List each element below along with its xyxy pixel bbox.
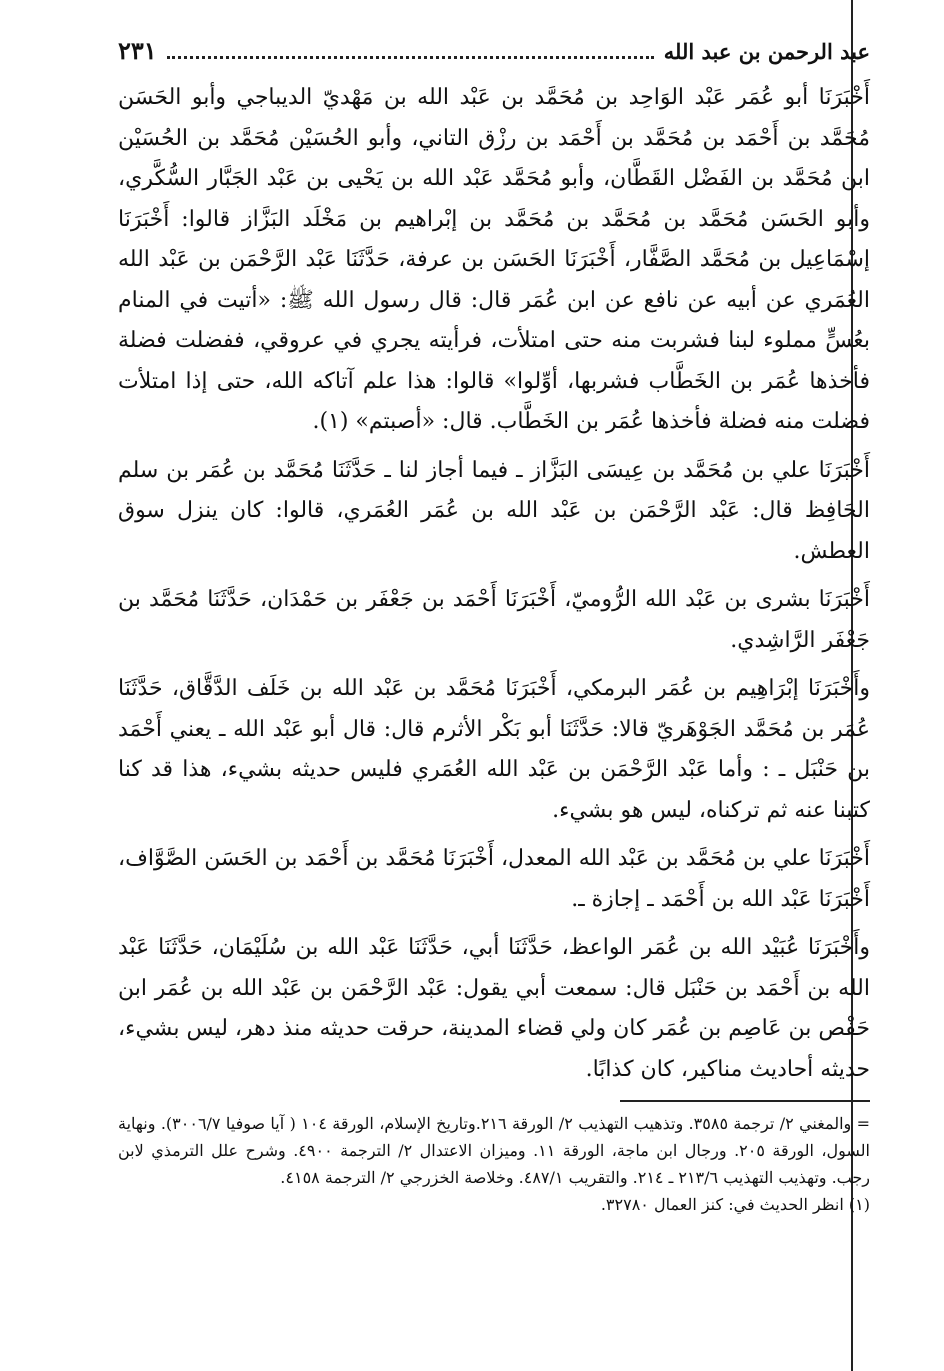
running-title: عبد الرحمن بن عبد الله bbox=[663, 39, 870, 64]
book-page bbox=[118, 34, 870, 1218]
footnote-continued: = والمغني ٢/ ترجمة ٣٥٨٥. وتذهيب التهذيب ٢/ الورقة ٢١٦.وتاريخ الإسلام، الورقة ١٠٤ ( آيا صوفيا ٣٠٠٦/٧). ونهاية السول، الورقة ٢٠٥. ورجال ابن ماجة، الورقة ١١. وميزان الاعتدال ٢/ الترجمة ٤٩٠٠. وشرح علل الترمذي لابن رجب. وتهذيب التهذيب ٢١٣/٦ ـ ٢١٤. والتقريب ٤٨٧/١. وخلاصة الخزرجي ٢/ الترجمة ٤١٥٨. bbox=[118, 1114, 871, 1187]
paragraph-5: أَخْبَرَنَا علي بن مُحَمَّد بن عَبْد الله المعدل، أَخْبَرَنَا مُحَمَّد بن أَحْمَد بن الحَسَن الصَّوَّاف، أَخْبَرَنَا عَبْد الله بن أَحْمَد ـ إجازة ـ. bbox=[118, 846, 870, 912]
footnote-1: (١) انظر الحديث في: كنز العمال ٣٢٧٨٠. bbox=[600, 1195, 870, 1214]
paragraph-1: أَخْبَرَنَا أبو عُمَر عَبْد الوَاحِد بن مُحَمَّد بن عَبْد الله بن مَهْديّ الديباجي وأبو الحَسَن مُحَمَّد بن أَحْمَد بن مُحَمَّد بن أَحْمَد بن رزْق التاني، وأبو الحُسَيْن مُحَمَّد بن الحُسَيْن ابن مُحَمَّد بن الفَضْل القَطَّان، وأبو مُحَمَّد عَبْد الله بن يَحْيى بن عَبْد الجَبَّار السُّكَّري، وأبو الحَسَن مُحَمَّد بن مُحَمَّد بن مُحَمَّد بن إبْراهيم بن مَخْلَد البَزَّاز قالوا: أَخْبَرَنَا إسْمَاعِيل بن مُحَمَّد الصَّفَّار، أَخْبَرَنَا الحَسَن بن عرفة، حَدَّثَنَا عَبْد الرَّحْمَن بن عَبْد الله العُمَري عن أبيه عن نافع عن ابن عُمَر قال: قال رسول الله ﷺ: «أتيت في المنام بعُسٍّ مملوء لبنا فشربت منه حتى امتلأت، فرأيته يجري في عروقي، ففضلت فضلة فأخذها عُمَر بن الخَطَّاب فشربها، أوِّلوا» قالوا: هذا علم آتاكه الله، حتى إذا امتلأت فضلت منه فضلة فأخذها عُمَر بن الخَطَّاب. قال: «أصبتم» (١). bbox=[118, 85, 870, 434]
paragraph-6: وأَخْبَرَنَا عُبَيْد الله بن عُمَر الواعظ، حَدَّثَنَا أبي، حَدَّثَنَا عَبْد الله بن سُلَيْمَان، حَدَّثَنَا عَبْد الله بن أَحْمَد بن حَنْبَل قال: سمعت أبي يقول: عَبْد الرَّحْمَن بن عَبْد الله بن عُمَر ابن حَفْص بن عَاصِم بن عُمَر كان ولي قضاء المدينة، حرقت حديثه منذ دهر، ليس بشيء، حديثه أحاديث مناكير، كان كذابًا. bbox=[118, 935, 870, 1082]
page-number: ٢٣١ bbox=[118, 36, 157, 65]
paragraph-3: أَخْبَرَنَا بشرى بن عَبْد الله الرُّوميّ، أَخْبَرَنَا أَحْمَد بن جَعْفَر بن حَمْدَان، حَدَّثَنَا مُحَمَّد بن جَعْفَر الرَّاشِدي. bbox=[118, 587, 870, 653]
header-dot-leader bbox=[167, 56, 654, 59]
running-header bbox=[118, 34, 870, 78]
footnote-separator bbox=[620, 1100, 870, 1102]
paragraph-4: وأَخْبَرَنَا إبْرَاهِيم بن عُمَر البرمكي، أَخْبَرَنَا مُحَمَّد بن عَبْد الله بن خَلَف الدَّقَّاق، حَدَّثَنَا عُمَر بن مُحَمَّد الجَوْهَريّ قالا: حَدَّثَنَا أبو بَكْر الأثرم قال: قال أبو عَبْد الله ـ يعني أَحْمَد بن حَنْبَل ـ : وأما عَبْد الرَّحْمَن بن عَبْد الله العُمَري فليس حديثه بشيء، هذا قد كنا كتبنا عنه ثم تركناه، ليس هو بشيء. bbox=[118, 676, 870, 823]
paragraph-2: أَخْبَرَنَا علي بن مُحَمَّد بن عِيسَى البَزَّاز ـ فيما أجاز لنا ـ حَدَّثَنَا مُحَمَّد بن عُمَر بن سلم الحَافِظ قال: عَبْد الرَّحْمَن بن عَبْد الله بن عُمَر العُمَري، قالوا: كان ينزل سوق العطش. bbox=[118, 457, 870, 564]
